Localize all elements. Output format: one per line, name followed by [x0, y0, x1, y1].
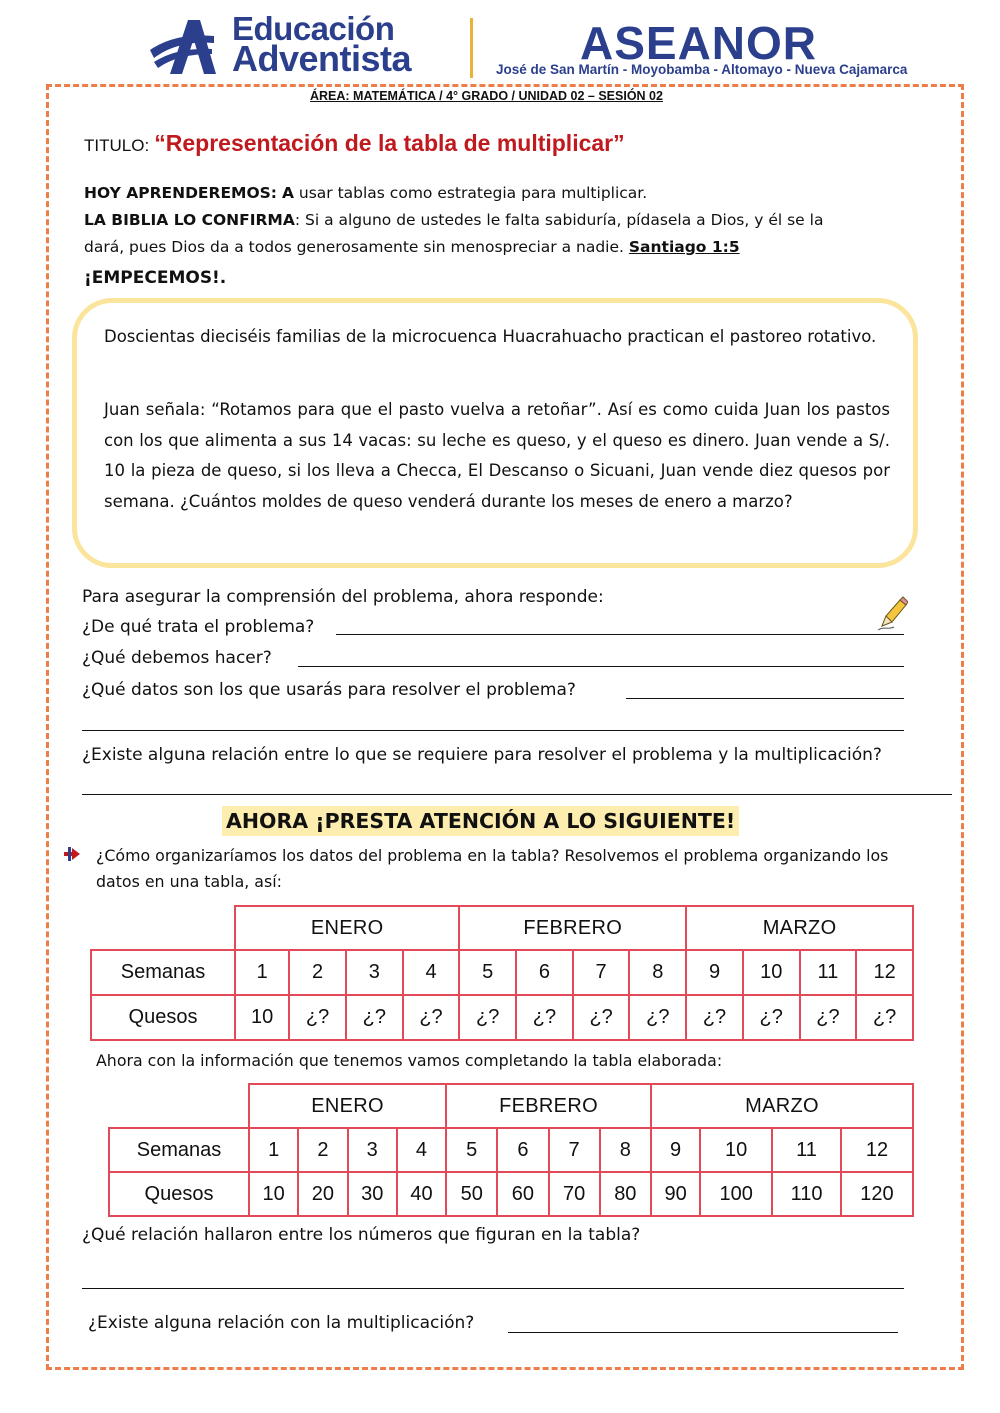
- logo-line-2: Adventista: [232, 38, 412, 79]
- quesos-cell: 50: [446, 1172, 497, 1216]
- quesos-cell[interactable]: ¿?: [856, 995, 913, 1040]
- row-label-quesos: Quesos: [109, 1172, 249, 1216]
- month-header: FEBRERO: [446, 1084, 651, 1128]
- row-label-weeks: Semanas: [91, 950, 235, 995]
- arrow-bullet-icon: [62, 846, 84, 862]
- weeks-table-2: [108, 1083, 914, 1217]
- org-locations: José de San Martín - Moyobamba - Altomayo - Nueva Cajamarca: [496, 62, 908, 77]
- answer-line-6[interactable]: [508, 1332, 898, 1333]
- week-cell: 6: [497, 1128, 548, 1172]
- quesos-cell[interactable]: ¿?: [686, 995, 743, 1040]
- blank-corner: [109, 1084, 249, 1128]
- title-row: [84, 130, 625, 157]
- quesos-cell[interactable]: ¿?: [346, 995, 403, 1040]
- section-heading: AHORA ¡PRESTA ATENCIÓN A LO SIGUIENTE!: [222, 806, 739, 836]
- month-header: ENERO: [235, 906, 459, 950]
- question-4: ¿Existe alguna relación entre lo que se requiere para resolver el problema y la multiplicación?: [82, 745, 882, 765]
- bible-text-1: : Si a alguno de ustedes le falta sabiduría, pídasela a Dios, y él se la: [294, 211, 824, 229]
- quesos-cell[interactable]: ¿?: [516, 995, 573, 1040]
- questions-intro: Para asegurar la comprensión del problema, ahora responde:: [82, 587, 604, 607]
- organize-text: ¿Cómo organizaríamos los datos del problema en la tabla? Resolvemos el problema organizando los datos en una tabla, así:: [96, 846, 889, 891]
- logo-text: [232, 10, 412, 79]
- bible-text-2: dará, pues Dios da a todos generosamente sin menospreciar a nadie.: [84, 238, 624, 256]
- week-cell: 1: [235, 950, 289, 995]
- week-cell: 2: [298, 1128, 347, 1172]
- quesos-cell[interactable]: ¿?: [800, 995, 857, 1040]
- quesos-cell: 40: [397, 1172, 446, 1216]
- question-6: ¿Existe alguna relación con la multiplicación?: [88, 1313, 475, 1333]
- quesos-cell: 70: [549, 1172, 600, 1216]
- week-cell: 10: [743, 950, 800, 995]
- logo-line-1: Educación: [232, 10, 395, 47]
- learn-line: [84, 180, 647, 207]
- week-cell: 4: [397, 1128, 446, 1172]
- problem-paragraph-2: Juan señala: “Rotamos para que el pasto vuelva a retoñar”. Así es como cuida Juan los pastos con los que alimenta a sus 14 vacas: su leche es queso, y el queso es dinero. Juan vende a S/. 10 la pieza de queso, si los lleva a Checca, El Descanso o Sicuani, Juan vende diez quesos por semana. ¿Cuántos moldes de queso venderá durante los meses de enero a marzo?: [104, 400, 890, 511]
- title-label: TITULO:: [84, 136, 150, 155]
- learn-text: usar tablas como estrategia para multiplicar.: [298, 184, 648, 202]
- quesos-cell[interactable]: ¿?: [573, 995, 630, 1040]
- week-cell: 2: [289, 950, 346, 995]
- week-cell: 1: [249, 1128, 298, 1172]
- blank-corner: [91, 906, 235, 950]
- week-cell: 7: [573, 950, 630, 995]
- quesos-cell: 120: [841, 1172, 913, 1216]
- week-cell: 7: [549, 1128, 600, 1172]
- bible-line-1: [84, 207, 823, 234]
- quesos-cell: 10: [235, 995, 289, 1040]
- quesos-cell: 110: [772, 1172, 841, 1216]
- question-5: ¿Qué relación hallaron entre los números que figuran en la tabla?: [82, 1225, 641, 1245]
- week-cell: 10: [700, 1128, 772, 1172]
- weeks-table-1: [90, 905, 914, 1041]
- week-cell: 3: [346, 950, 403, 995]
- area-line: ÁREA: MATEMÁTICA / 4° GRADO / UNIDAD 02 – SESIÓN 02: [310, 89, 663, 103]
- month-header: MARZO: [651, 1084, 913, 1128]
- week-cell: 6: [516, 950, 573, 995]
- educacion-adventista-logo-icon: [148, 16, 218, 78]
- complete-text: Ahora con la información que tenemos vamos completando la tabla elaborada:: [96, 1051, 723, 1070]
- week-cell: 3: [348, 1128, 397, 1172]
- question-2: ¿Qué debemos hacer?: [82, 648, 272, 668]
- month-header: ENERO: [249, 1084, 446, 1128]
- week-cell: 11: [800, 950, 857, 995]
- learn-label: HOY APRENDEREMOS:: [84, 184, 278, 202]
- bible-line-2: [84, 234, 740, 261]
- bible-reference: Santiago 1:5: [628, 238, 740, 256]
- page-title: “Representación de la tabla de multiplicar”: [154, 130, 625, 156]
- quesos-cell[interactable]: ¿?: [289, 995, 346, 1040]
- answer-line-3b[interactable]: [82, 730, 904, 731]
- question-3: ¿Qué datos son los que usarás para resolver el problema?: [82, 680, 576, 700]
- org-name: ASEANOR: [580, 17, 818, 69]
- week-cell: 8: [629, 950, 686, 995]
- quesos-cell: 80: [600, 1172, 651, 1216]
- week-cell: 8: [600, 1128, 651, 1172]
- quesos-cell: 100: [700, 1172, 772, 1216]
- quesos-cell: 90: [651, 1172, 700, 1216]
- week-cell: 12: [856, 950, 913, 995]
- quesos-cell[interactable]: ¿?: [629, 995, 686, 1040]
- learn-a: A: [281, 184, 294, 202]
- start-heading: ¡EMPECEMOS!.: [84, 268, 227, 288]
- quesos-cell[interactable]: ¿?: [459, 995, 516, 1040]
- quesos-cell: 20: [298, 1172, 347, 1216]
- month-header: FEBRERO: [459, 906, 686, 950]
- week-cell: 4: [403, 950, 460, 995]
- week-cell: 12: [841, 1128, 913, 1172]
- answer-line-3[interactable]: [626, 698, 904, 699]
- row-label-quesos: Quesos: [91, 995, 235, 1040]
- week-cell: 5: [459, 950, 516, 995]
- week-cell: 11: [772, 1128, 841, 1172]
- bible-label: LA BIBLIA LO CONFIRMA: [84, 211, 295, 229]
- month-header: MARZO: [686, 906, 913, 950]
- week-cell: 9: [651, 1128, 700, 1172]
- week-cell: 5: [446, 1128, 497, 1172]
- answer-line-4[interactable]: [82, 794, 952, 795]
- answer-line-5[interactable]: [82, 1288, 904, 1289]
- problem-paragraph-1: Doscientas dieciséis familias de la microcuenca Huacrahuacho practican el pastoreo rotativo.: [104, 327, 877, 346]
- answer-line-2[interactable]: [298, 666, 904, 667]
- question-1: ¿De qué trata el problema?: [82, 617, 315, 637]
- answer-line-1[interactable]: [336, 634, 904, 635]
- quesos-cell: 10: [249, 1172, 298, 1216]
- row-label-weeks: Semanas: [109, 1128, 249, 1172]
- header-divider: [470, 18, 473, 78]
- week-cell: 9: [686, 950, 743, 995]
- quesos-cell[interactable]: ¿?: [743, 995, 800, 1040]
- quesos-cell: 30: [348, 1172, 397, 1216]
- pencil-icon: [876, 596, 908, 632]
- quesos-cell[interactable]: ¿?: [403, 995, 460, 1040]
- quesos-cell: 60: [497, 1172, 548, 1216]
